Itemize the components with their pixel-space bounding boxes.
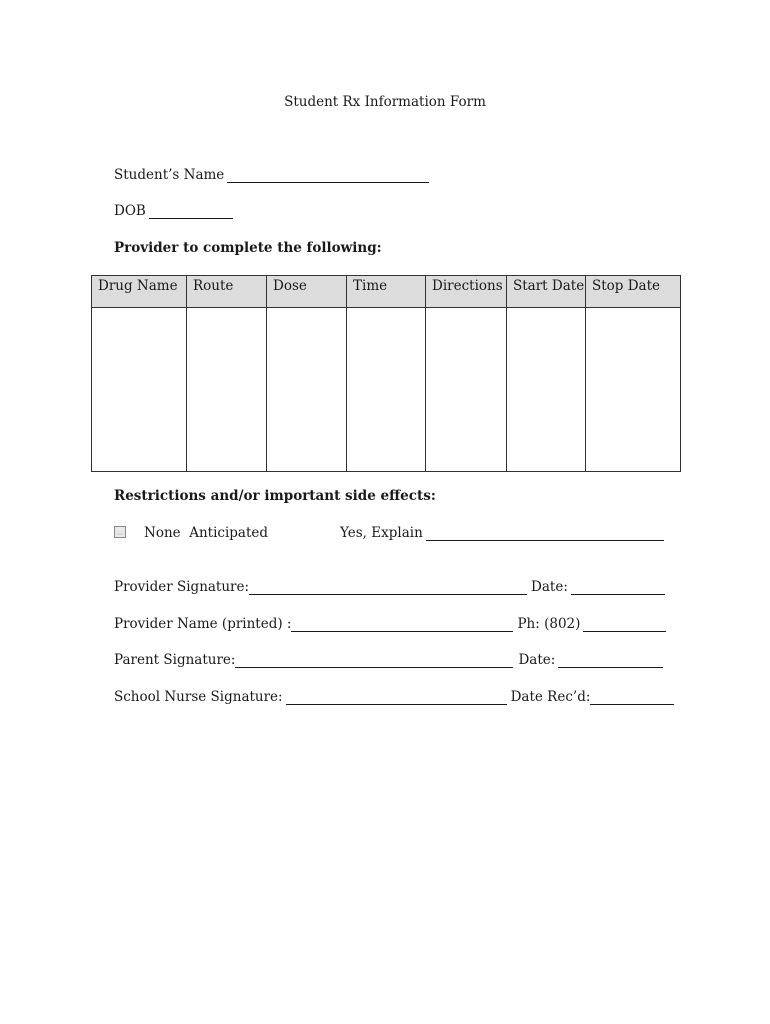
provider-instruction: Provider to complete the following: [114, 240, 382, 256]
date-recd-field[interactable] [590, 690, 674, 705]
provider-signature-label: Provider Signature: [114, 579, 250, 595]
nurse-signature-row [114, 689, 674, 705]
cell-dose[interactable] [267, 308, 347, 472]
parent-signature-field[interactable] [235, 653, 513, 668]
parent-date-label: Date: [518, 652, 556, 668]
restrictions-options-row [114, 525, 664, 541]
student-name-label: Student’s Name [114, 167, 225, 183]
student-name-row [114, 167, 429, 183]
table-row [92, 308, 681, 472]
phone-label: Ph: (802) [517, 616, 581, 632]
provider-signature-field[interactable] [249, 580, 527, 595]
cell-route[interactable] [187, 308, 267, 472]
dob-row [114, 203, 233, 219]
provider-date-field[interactable] [571, 580, 665, 595]
header-time: Time [347, 276, 426, 308]
nurse-signature-field[interactable] [286, 690, 507, 705]
header-route: Route [187, 276, 267, 308]
phone-field[interactable] [583, 617, 666, 632]
nurse-signature-label: School Nurse Signature: [114, 689, 283, 705]
cell-stop-date[interactable] [586, 308, 681, 472]
restrictions-label: Restrictions and/or important side effects: [114, 488, 436, 504]
parent-signature-label: Parent Signature: [114, 652, 236, 668]
form-title: Student Rx Information Form [284, 94, 486, 110]
yes-explain-field[interactable] [426, 526, 664, 541]
cell-drug-name[interactable] [92, 308, 187, 472]
provider-signature-row [114, 579, 665, 595]
student-name-field[interactable] [227, 168, 429, 183]
header-stop-date: Stop Date [586, 276, 681, 308]
provider-name-label: Provider Name (printed) : [114, 616, 292, 632]
cell-directions[interactable] [426, 308, 507, 472]
header-start-date: Start Date [507, 276, 586, 308]
provider-name-field[interactable] [291, 617, 513, 632]
yes-explain-label: Yes, Explain [340, 525, 423, 541]
cell-time[interactable] [347, 308, 426, 472]
dob-field[interactable] [149, 204, 233, 219]
parent-date-field[interactable] [558, 653, 663, 668]
none-anticipated-label: None Anticipated [144, 525, 269, 541]
date-recd-label: Date Rec’d: [510, 689, 591, 705]
table-header-row [92, 276, 681, 308]
header-drug-name: Drug Name [92, 276, 187, 308]
medication-table [91, 275, 681, 472]
header-dose: Dose [267, 276, 347, 308]
none-anticipated-checkbox[interactable] [114, 526, 126, 538]
dob-label: DOB [114, 203, 146, 219]
cell-start-date[interactable] [507, 308, 586, 472]
provider-date-label: Date: [531, 579, 568, 595]
header-directions: Directions [426, 276, 507, 308]
parent-signature-row [114, 652, 663, 668]
provider-name-row [114, 616, 666, 632]
